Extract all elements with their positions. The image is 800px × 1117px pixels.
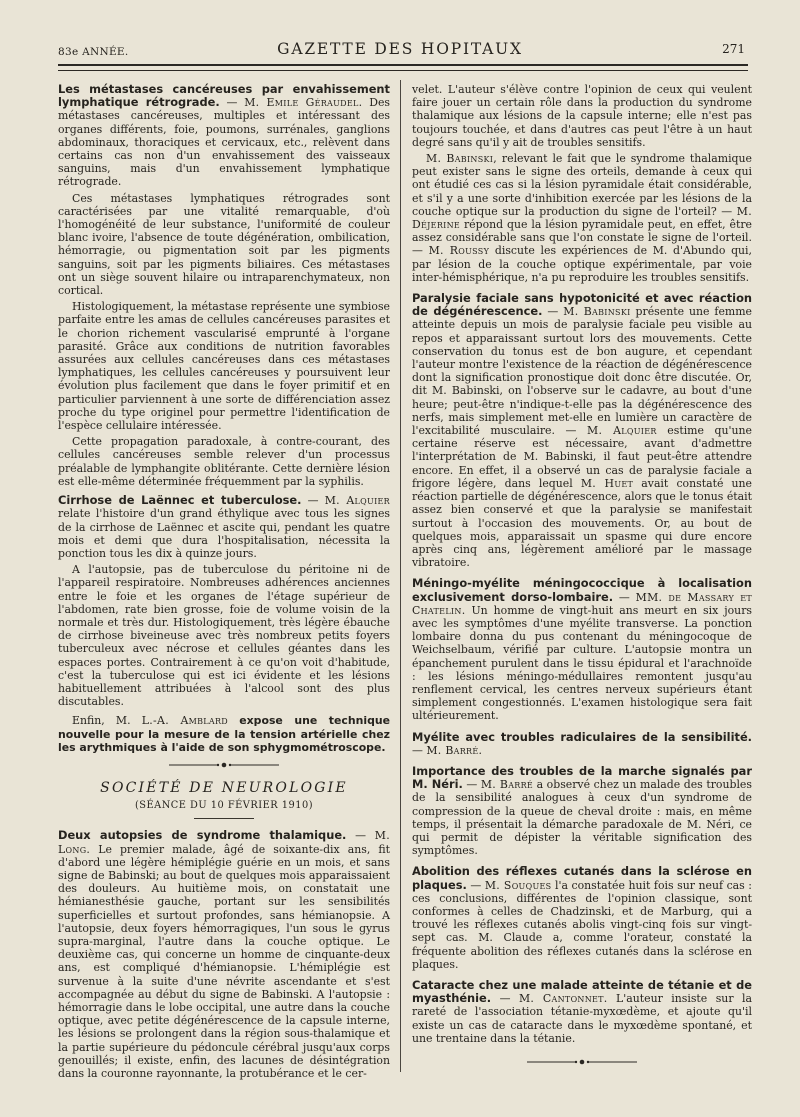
- header-rule-thin: [58, 70, 748, 71]
- right-column: [412, 83, 752, 1073]
- article-thalamique: Deux autopsies de syndrome thalamique. — M. Long. Le premier malade, âgé de soixante-dix ans, fit d'abord une légère hémiplégie guérie en un mois, et sans signe de Babinski; au bout de quelques mois apparaissaient des douleurs. Au huitième mois, on constatait une hémianesthésie gauche, portant sur les sensibilités superficielles et surtout profondes, sans hémianopsie. A l'autopsie, deux foyers hémorragiques, l'un sous le gyrus supra-marginal, l'autre dans la couche optique. Le deuxième cas, qui concerne un homme de cinquante-deux ans, est compliqué d'hémianopsie. L'hémiplégie est survenue à la suite d'une névrite ascendante et s'est accompagnée au début du signe de Babinski. A l'autopsie : hémorragie dans le lobe occipital, une autre dans la couche optique, avec petite dégénérescence de la capsule interne, les lésions se prolongent dans la région sous-thalamique et la partie supérieure du pédoncule cérébral jusqu'aux corps genouillés; il existe, enfin, des lacunes de désintégration dans la couronne rayonnante, la protubérance et le cer-: [58, 828, 390, 1081]
- author: M. Souques: [484, 878, 552, 892]
- article-text: l'a constatée huit fois sur neuf cas : ces conclusions, différentes de l'opinion classique, sont conformes à celles de Chadzinski, et de Marburg, qui a trouvé les réflexes cutanés abolis vingt-cinq fois sur vingt-sept cas. M. Claude a, comme l'orateur, constaté la fréquente abolition des réflexes cutanés dans la sclérose en plaques.: [412, 878, 752, 971]
- article-metastases: Les métastases cancéreuses par envahissement lymphatique rétrograde. — M. Emile Géraudel. Des métastases cancéreuses, multiples et intéressant des organes différents, foie, poumons, surrénales, ganglions abdominaux, thoraciques et cervicaux, etc., relèvent dans certains cas non d'un envahissement des vaisseaux sanguins, mais d'un envahissement lymphatique rétrograde.: [58, 82, 390, 189]
- article-cirrhose: Cirrhose de Laënnec et tuberculose. — M. Alquier relate l'histoire d'un grand éthylique avec tous les signes de la cirrhose de Laënnec et ascite qui, pendant les quatre mois et demi que dura l'hospitalisation, nécessita la ponction tous les dix à quinze jours.: [58, 493, 390, 560]
- paragraph: Histologiquement, la métastase représente une symbiose parfaite entre les amas de cellules cancéreuses parasites et le chorion richement vascularisé emprunté à l'organe parasité. Grâce aux conditions de nutrition favorables assurées aux cellules cancéreuses dans ces métastases lymphatiques, les cellules cancéreuses y poursuivent leur évolution plus facilement que dans le foyer primitif et en particulier parviennent à une sorte de différenciation assez proche du type originel pour permettre l'identification de l'espèce cellulaire intéressée.: [58, 300, 390, 433]
- header-rule-thick: [58, 64, 748, 66]
- article-text: avait constaté une réaction partielle de dégénérescence, alors que le tonus était assez bien conservé et que la paralysie se manifestait surtout à l'occasion des mouvements. Or, au bout de quelques mois, apparaissait un spasme qui dure encore après cinq ans, légèrement amélioré par le massage vibratoire.: [412, 476, 753, 570]
- left-column: [58, 83, 390, 1083]
- text-fragment: relevant le fait que le syndrome thalamique peut exister sans le signe des orteils, demande à ceux qui ont étudié ces cas si la lésion pyramidale était considérable, et s'il y a une sorte d'inhibition exercée par les lésions de la couche optique sur la production du signe de l'orteil? —: [412, 152, 752, 218]
- author: M. Huet: [580, 476, 634, 490]
- article-text: Un homme de vingt-huit ans meurt en six jours avec les symptômes d'une myélite transverse. La ponction lombaire donna du pus contenant du méningocoque de Weichselbaum, vérifié par culture. L'autopsie montra un épanchement purulent dans le tissu épidural et l'arachnoïde : les lésions méningo-médullaires remontent jusqu'au renflement cervical, les centres nerveux supérieurs étant simplement congestionnés. L'examen histologique sera fait ultérieurement.: [412, 603, 752, 723]
- discussion-paragraph: [412, 152, 752, 284]
- article-reflexes: Abolition des réflexes cutanés dans la sclérose en plaques. — M. Souques l'a constatée huit fois sur neuf cas : ces conclusions, différentes de l'opinion classique, sont conformes à celles de Chadzinski, et de Marburg, qui a trouvé les réflexes cutanés abolis vingt-cinq fois sur vingt-sept cas. M. Claude a, comme l'orateur, constaté la fréquente abolition des réflexes cutanés dans la sclérose en plaques.: [412, 864, 752, 971]
- article-title: Abolition des réflexes cutanés dans la sclérose en plaques.: [412, 864, 752, 892]
- author: M. Cantonnet.: [518, 992, 608, 1006]
- text-fragment: discute les expériences de M. d'Abundo qui, par lésion de la couche optique expérimentale, par voie inter-hémisphérique, n'a pu reproduire les troubles sensitifs.: [412, 244, 752, 284]
- issue-year: 83e ANNÉE.: [58, 46, 129, 58]
- section-title: SOCIÉTÉ DE NEUROLOGIE: [100, 779, 348, 796]
- author: M. Barré.: [426, 743, 483, 757]
- paragraph: velet. L'auteur s'élève contre l'opinion de ceux qui veulent faire jouer un certain rôle dans la production du syndrome thalamique aux lésions de la capsule interne; elle n'est pas toujours touchée, et dans d'autres cas peut l'être à un haut degré sans qu'il y ait de troubles sensitifs.: [412, 83, 752, 149]
- page-header: [0, 38, 800, 62]
- article-title: Cirrhose de Laënnec et tuberculose.: [58, 493, 302, 508]
- text-fragment: Enfin, M.: [72, 714, 131, 728]
- author: MM. de Massary et Chatelin.: [412, 590, 752, 617]
- paragraph: Cette propagation paradoxale, à contre-courant, des cellules cancéreuses semble relever d'un processus préalable de lymphangite oblitérante. Cette dernière lésion est elle-même déterminée fréquemment par la syphilis.: [58, 435, 390, 488]
- author: M. Emile Géraudel.: [244, 96, 363, 110]
- article-title: Importance des troubles de la marche signalés par M. Néri.: [412, 763, 752, 792]
- page-number: 271: [722, 42, 745, 56]
- article-title: Deux autopsies de syndrome thalamique.: [58, 828, 347, 843]
- author: M. Barré: [480, 778, 534, 792]
- article-cataracte: Cataracte chez une malade atteinte de tétanie et de myasthénie. — M. Cantonnet. L'auteur insiste sur la rareté de l'association tétanie-myxœdème, et ajoute qu'il existe un cas de cataracte dans le myxœdème spontané, et une trentaine dans la tétanie.: [412, 978, 752, 1045]
- article-text: Des métastases cancéreuses, multiples et intéressant des organes différents, foie, poumons, surrénales, ganglions abdominaux, thoraciques et cervicaux, etc., relèvent dans certains cas non d'un envahissement des vaisseaux sanguins, mais d'un envahissement lymphatique rétrograde.: [58, 96, 390, 189]
- ornament-divider: [527, 1059, 637, 1065]
- article-meningo: Méningo-myélite méningococcique à localisation exclusivement dorso-lombaire. — MM. de Massary et Chatelin. Un homme de vingt-huit ans meurt en six jours avec les symptômes d'une myélite transverse. La ponction lombaire donna du pus contenant du méningocoque de Weichselbaum, vérifié par culture. L'autopsie montra un épanchement purulent dans le tissu épidural et l'arachnoïde : les lésions méningo-médullaires remontent jusqu'au renflement cervical, les centres nerveux supérieurs étant simplement congestionnés. L'examen histologique sera fait ultérieurement.: [412, 576, 752, 723]
- article-text: présente une femme atteinte depuis un mois de paralysie faciale peu visible au repos et apparaissant surtout lors des mouvements. Cette conservation du tonus est de bon augure, et cependant l'auteur montre l'existence de la réaction de dégénérescence dont la signification pronostique doit donc être discutée. Or, dit M. Babinski, on l'observe sur le cadavre, au bout d'une heure; peut-être n'indique-t-elle pas la dégénérescence des nerfs, mais simplement met-elle en lumière un caractère de l'excitabilité musculaire. —: [412, 305, 753, 438]
- article-title: Paralysie faciale sans hypotonicité et avec réaction de dégénérescence.: [412, 291, 752, 319]
- author: M. Alquier: [324, 494, 390, 508]
- article-text: relate l'histoire d'un grand éthylique avec tous les signes de la cirrhose de Laënnec et ascite qui, pendant les quatre mois et demi que dura l'hospitalisation, nécessita la ponction tous les dix à quinze jours.: [58, 507, 390, 560]
- paragraph: A l'autopsie, pas de tuberculose du péritoine ni de l'appareil respiratoire. Nombreuses adhérences anciennes entre le foie et les organes de l'étage supérieur de l'abdomen, rate bien grosse, foie de volume voisin de la normale et très dur. Histologiquement, très légère ébauche de cirrhose biveineuse avec très nombreux petits foyers tuberculeux avec nécrose et cellules géantes dans les espaces portes. Contrairement à ce qu'on voit d'habitude, c'est la tuberculose qui est ici évidente et les lésions habituellement attribuées à l'alcool sont des plus discutables.: [58, 563, 390, 709]
- author: M. Babinski,: [426, 152, 498, 166]
- author: L.-A. Amblard: [141, 714, 229, 728]
- author: M. Babinski: [563, 305, 631, 319]
- author: M. Alquier: [587, 424, 657, 438]
- paragraph: Ces métastases lymphatiques rétrogrades sont caractérisées par une vitalité remarquable, d'où l'homogénéité de leur substance, l'uniformité de couleur blanc ivoire, l'absence de toute dégénération, ombilication, hémorragie, ou pigmentation soit par les pigments sanguins, soit par les pigments biliaires. Ces métastases ont un siège souvent hilaire ou intraparenchymateux, non cortical.: [58, 191, 390, 298]
- ornament-divider: [169, 762, 279, 768]
- author: M. Long.: [58, 829, 390, 856]
- article-title: Myélite avec troubles radiculaires de la sensibilité.: [412, 729, 752, 744]
- session-date: (SÉANCE DU 10 FÉVRIER 1910): [134, 800, 314, 812]
- article-paralysie: Paralysie faciale sans hypotonicité et avec réaction de dégénérescence. — M. Babinski présente une femme atteinte depuis un mois de paralysie faciale peu visible au repos et apparaissant surtout lors des mouvements. Cette conservation du tonus est de bon augure, et cependant l'auteur montre l'existence de la réaction de dégénérescence dont la signification pronostique doit donc être discutée. Or, dit M. Babinski, on l'observe sur le cadavre, au bout d'une heure; peut-être n'indique-t-elle pas la dégénérescence des nerfs, mais simplement met-elle en lumière un caractère de l'excitabilité musculaire. — M. Alquier estime qu'une certaine réserve est nécessaire, avant d'admettre l'interprétation de M. Babinski, il faut peut-être attendre encore. En effet, il a observé un cas de paralysie faciale a frigore légère, dans lequel M. Huet avait constaté une réaction partielle de dégénérescence, alors que le tonus était assez bien conservé et que la paralysie se manifestait surtout à l'occasion des mouvements. Or, au bout de quelques mois, apparaissait un spasme qui dure encore après cinq ans, légèrement amélioré par le massage vibratoire.: [412, 291, 753, 570]
- article-marche: Importance des troubles de la marche signalés par M. Néri. — M. Barré a observé chez un malade des troubles de la sensibilité analogues à ceux d'un syndrome de compression de la queue de cheval droite : mais, en même temps, il présentait la démarche paradoxale de M. Néri, ce qui permit de dépister la véritable signification des symptômes.: [412, 763, 752, 858]
- journal-title: GAZETTE DES HOPITAUX: [277, 40, 523, 58]
- article-text: a observé chez un malade des troubles de la sensibilité analogues à ceux d'un syndrome de compression de la queue de cheval droite : mais, en même temps, il présentait la démarche paradoxale de M. Néri, ce qui permit de dépister la véritable signification des symptômes.: [412, 778, 752, 858]
- text-fragment: répond que la lésion pyramidale peut, en effet, être assez considérable sans que l'on constate le signe de l'orteil. —: [412, 218, 752, 258]
- author: M. Roussy: [428, 244, 490, 258]
- article-text: expose une technique nouvelle pour la mesure de la tension artérielle chez les arythmiques à l'aide de son sphygmométroscope.: [58, 714, 391, 754]
- article-myelite: Myélite avec troubles radiculaires de la sensibilité. — M. Barré.: [412, 729, 752, 757]
- article-title: Méningo-myélite méningococcique à localisation exclusivement dorso-lombaire.: [412, 576, 752, 604]
- article-amblard: [58, 714, 390, 754]
- column-divider: [400, 80, 401, 1072]
- author: M. Déjerine: [412, 204, 752, 232]
- article-text: Le premier malade, âgé de soixante-dix ans, fit d'abord une légère hémiplégie guérie en un mois, et sans signe de Babinski; au bout de quelques mois apparaissaient des douleurs. Au huitième mois, on constatait une hémianesthésie gauche, portant sur les sensibilités superficielles et surtout profondes, sans hémianopsie. A l'autopsie, deux foyers hémorragiques, l'un sous le gyrus supra-marginal, l'autre dans la couche optique. Le deuxième cas, qui concerne un homme de cinquante-deux ans, est compliqué d'hémianopsie. L'hémiplégie est survenue à la suite d'une névrite ascendante et s'est accompagnée au début du signe de Babinski. A l'autopsie : hémorragie dans le lobe occipital, une autre dans la couche optique, avec petite dégénérescence de la capsule interne, les lésions se prolongent dans la région sous-thalamique et la partie supérieure du pédoncule cérébral jusqu'aux corps genouillés; il existe, enfin, des lacunes de désintégration dans la couronne rayonnante, la protubérance et le cer-: [58, 842, 390, 1081]
- short-rule: [194, 818, 254, 819]
- article-title: Les métastases cancéreuses par envahissement lymphatique rétrograde.: [58, 82, 390, 110]
- article-text: L'auteur insiste sur la rareté de l'association tétanie-myxœdème, et ajoute qu'il existe un cas de cataracte dans le myxœdème spontané, et une trentaine dans la tétanie.: [412, 992, 752, 1045]
- article-text: estime qu'une certaine réserve est nécessaire, avant d'admettre l'interprétation de M. Babinski, il faut peut-être attendre encore. En effet, il a observé un cas de paralysie faciale a frigore légère, dans lequel: [412, 424, 752, 490]
- article-title: Cataracte chez une malade atteinte de tétanie et de myasthénie.: [412, 978, 752, 1006]
